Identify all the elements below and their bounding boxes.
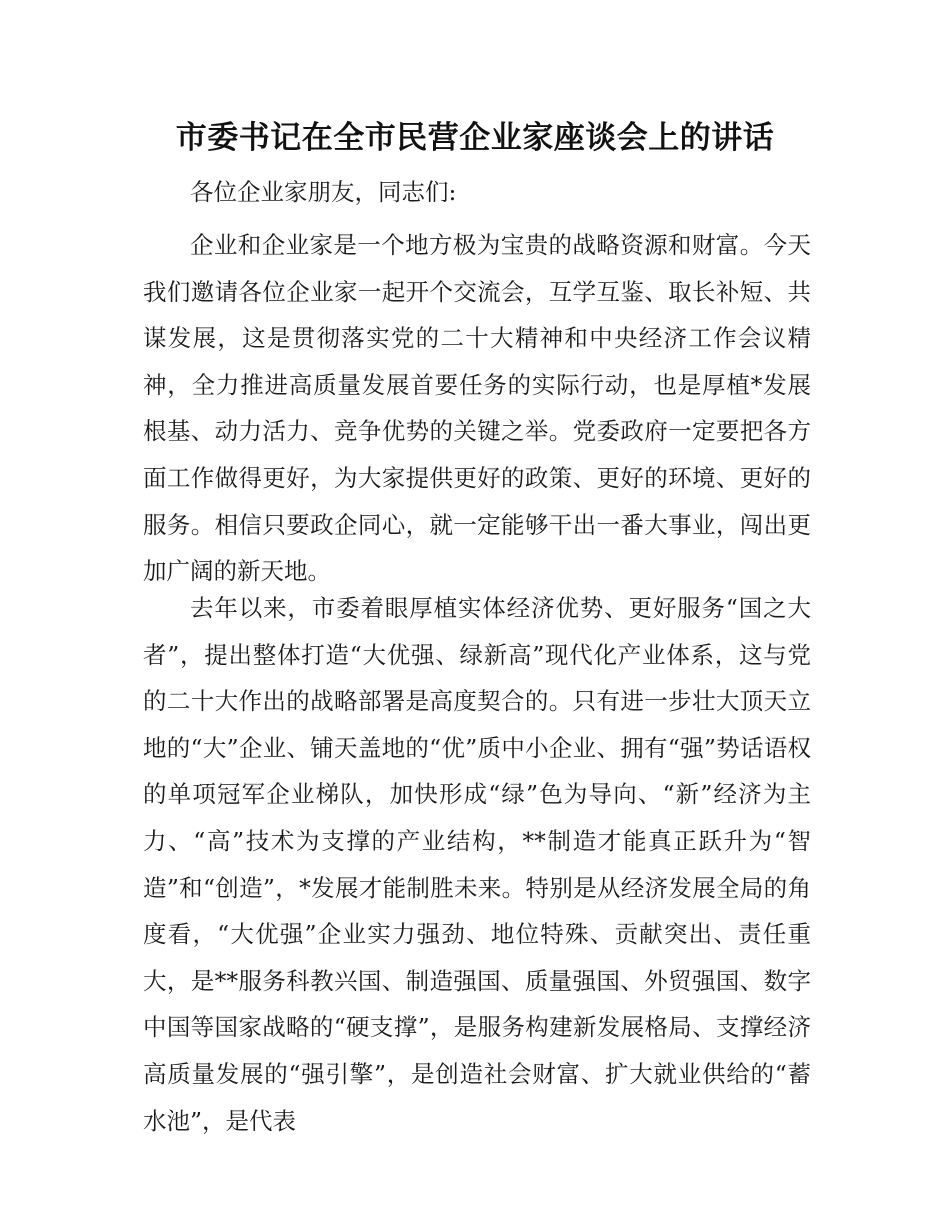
paragraph-2	[143, 585, 811, 1144]
salutation: 各位企业家朋友，同志们:	[190, 178, 457, 206]
document-title: 市委书记在全市民营企业家座谈会上的讲话	[175, 120, 775, 156]
paragraph-1	[143, 222, 811, 595]
paragraph-text: 去年以来，市委着眼厚植实体经济优势、更好服务“国之大者”，提出整体打造“大优强、绿新高”现代化产业体系，这与党的二十大作出的战略部署是高度契合的。只有进一步壮大顶天立地的“大”企业、铺天盖地的“优”质中小企业、拥有“强”势话语权的单项冠军企业梯队，加快形成“绿”色为导向、“新”经济为主力、“高”技术为支撑的产业结构，**制造才能真正跃升为“智造”和“创造”，*发展才能制胜未来。特别是从经济发展全局的角度看，“大优强”企业实力强劲、地位特殊、贡献突出、责任重大，是**服务科教兴国、制造强国、质量强国、外贸强国、数字中国等国家战略的“硬支撑”，是服务构建新发展格局、支撑经济高质量发展的“强引擎”，是创造社会财富、扩大就业供给的“蓄水池”，是代表	[143, 594, 811, 1135]
paragraph-text: 企业和企业家是一个地方极为宝贵的战略资源和财富。今天我们邀请各位企业家一起开个交流会，互学互鉴、取长补短、共谋发展，这是贯彻落实党的二十大精神和中央经济工作会议精神，全力推进高质量发展首要任务的实际行动，也是厚植*发展根基、动力活力、竞争优势的关键之举。党委政府一定要把各方面工作做得更好，为大家提供更好的政策、更好的环境、更好的服务。相信只要政企同心，就一定能够干出一番大事业，闯出更加广阔的新天地。	[143, 231, 811, 586]
